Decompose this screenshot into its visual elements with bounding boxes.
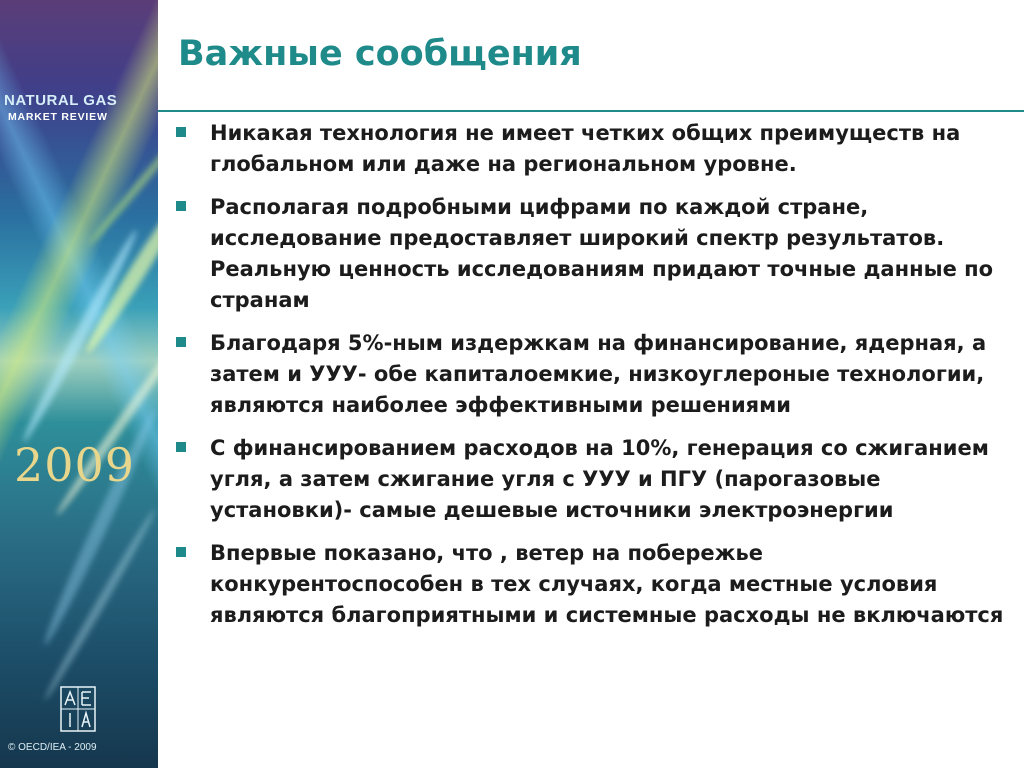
square-bullet-icon: [176, 547, 186, 557]
slide-title: Важные сообщения: [178, 34, 582, 74]
bullet-text: Впервые показано, что , ветер на побережье конкурентоспособен в тех случаях, когда местные условия являются благоприятными и системные расходы не включаются: [210, 541, 1004, 627]
title-divider: [158, 110, 1024, 112]
brand-line-1: NATURAL GAS: [4, 92, 118, 109]
brand-logo-text: [0, 92, 158, 123]
bullet-item: [172, 118, 1012, 180]
iea-logo-icon: [60, 686, 96, 732]
bullet-text: Никакая технология не имеет четких общих преимуществ на глобальном или даже на региональном уровне.: [210, 121, 961, 176]
bullet-text: Благодаря 5%-ным издержкам на финансирование, ядерная, а затем и УУУ- обе капиталоемкие, низкоуглероные технологии, являются наиболее эффективными решениями: [210, 331, 987, 417]
bullet-item: [172, 433, 1012, 526]
copyright-text: © OECD/IEA - 2009: [8, 742, 97, 753]
bullet-item: [172, 328, 1012, 421]
year-label: 2009: [14, 438, 136, 492]
square-bullet-icon: [176, 201, 186, 211]
square-bullet-icon: [176, 442, 186, 452]
square-bullet-icon: [176, 127, 186, 137]
bullet-text: Располагая подробными цифрами по каждой стране, исследование предоставляет широкий спектр результатов. Реальную ценность исследованиям придают точные данные по странам: [210, 195, 994, 312]
square-bullet-icon: [176, 337, 186, 347]
sidebar-banner: [0, 0, 158, 768]
bullet-item: [172, 192, 1012, 316]
bullet-list: [172, 118, 1012, 643]
light-streak: [86, 120, 158, 248]
bullet-item: [172, 538, 1012, 631]
bullet-text: С финансированием расходов на 10%, генерация со сжиганием угля, а затем сжигание угля с УУУ и ПГУ (парогазовые установки)- самые дешевые источники электроэнергии: [210, 436, 989, 522]
brand-line-2: MARKET REVIEW: [8, 111, 108, 123]
